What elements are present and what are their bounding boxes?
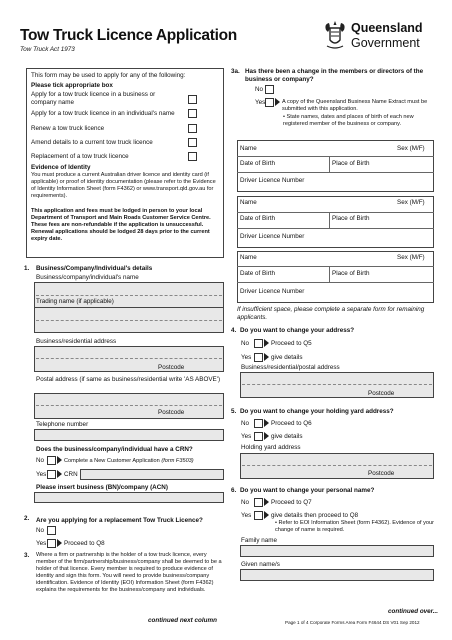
q2-yes-checkbox[interactable] xyxy=(47,539,56,548)
q5-yes-checkbox[interactable] xyxy=(254,432,263,441)
continued-over: continued over... xyxy=(388,608,439,615)
q1-crn-no-checkbox[interactable] xyxy=(47,456,56,465)
arrow-icon xyxy=(57,470,62,478)
q3a-yes-checkbox[interactable] xyxy=(265,98,274,107)
q6-given-field[interactable] xyxy=(240,569,434,581)
q4-no-checkbox[interactable] xyxy=(254,339,263,348)
page-title: Tow Truck Licence Application xyxy=(20,27,237,44)
q1-number: 1. xyxy=(24,265,30,272)
evidence-text: You must produce a current Australian driver licence and identity card (if applicable) or proof of identity documentation (please refer to the Evidence of Identity Information Sheet (form F4362) or www.transport.qld.gov.au for requirements). xyxy=(31,172,216,199)
member1-dl-label: Driver Licence Number xyxy=(240,177,305,184)
member2-name-label: Name xyxy=(240,199,257,206)
q5-no-text: Proceed to Q6 xyxy=(271,420,312,427)
q1-crn-no-text xyxy=(64,458,194,465)
arrow-icon xyxy=(57,539,62,547)
queensland-crest-logo xyxy=(322,20,348,50)
q3a-bullet: • State names, dates and places of birth of each new registered member of the business or company. xyxy=(283,114,433,128)
q6-yes-checkbox[interactable] xyxy=(254,511,263,520)
arrow-icon xyxy=(264,339,269,347)
arrow-icon xyxy=(264,353,269,361)
q3a-no-checkbox[interactable] xyxy=(265,85,274,94)
member2-sex-label: Sex (M/F) xyxy=(397,199,425,206)
arrow-icon xyxy=(275,98,280,106)
q4-no-text: Proceed to Q5 xyxy=(271,340,312,347)
page-subtitle: Tow Truck Act 1973 xyxy=(20,46,75,53)
q6-no-text: Proceed to Q7 xyxy=(271,499,312,506)
q6-given-label: Given name/s xyxy=(241,561,280,568)
q5-address-field[interactable] xyxy=(240,453,434,479)
arrow-icon xyxy=(264,511,269,519)
option-business-checkbox[interactable] xyxy=(188,95,197,104)
q4-yes-text: give details xyxy=(271,354,303,361)
q6-title: Do you want to change your personal name? xyxy=(240,487,375,494)
q6-yes-text: give details then proceed to Q8 xyxy=(271,512,359,519)
q1-crn-field[interactable] xyxy=(80,469,224,480)
q1-postal-field[interactable] xyxy=(34,393,224,419)
q3a-yes-text: A copy of the Queensland Business Name Extract must be submitted with this application. xyxy=(282,99,428,112)
q1-address-field[interactable] xyxy=(34,346,224,372)
q1-title: Business/Company/Individual's details xyxy=(36,265,153,272)
member2-dl-label: Driver Licence Number xyxy=(240,233,305,240)
q6-yes-label: Yes xyxy=(241,512,252,519)
option-amend-checkbox[interactable] xyxy=(188,138,197,147)
member3-dl-label: Driver Licence Number xyxy=(240,288,305,295)
option-renew-label: Renew a tow truck licence xyxy=(31,125,105,132)
q5-title: Do you want to change your holding yard address? xyxy=(240,408,394,415)
q3a-yes-label: Yes xyxy=(255,99,266,106)
q3a-title: Has there been a change in the members or directors of the business or company? xyxy=(245,68,424,83)
q3-continued: continued next column xyxy=(148,617,217,624)
q4-postcode-label: Postcode xyxy=(368,390,395,397)
arrow-icon xyxy=(264,419,269,427)
q6-family-label: Family name xyxy=(241,537,278,544)
q2-number: 2. xyxy=(24,515,30,522)
member3-name-label: Name xyxy=(240,254,257,261)
q6-no-label: No xyxy=(241,499,250,506)
q1-trading-label: Trading name (if applicable) xyxy=(36,298,114,305)
q1-crn-no-instruction: Complete a New Customer Application xyxy=(64,458,160,464)
member1-pob-label: Place of Birth xyxy=(332,160,370,167)
member3-sex-label: Sex (M/F) xyxy=(397,254,425,261)
option-renew-checkbox[interactable] xyxy=(188,124,197,133)
arrow-icon xyxy=(264,432,269,440)
q1-phone-field[interactable] xyxy=(34,429,224,441)
q6-bullet: • Refer to EOI Information Sheet (form F4362). Evidence of your change of name is required. xyxy=(275,520,435,534)
q1-crn-no-label: No xyxy=(36,457,45,464)
q2-no-checkbox[interactable] xyxy=(47,526,56,535)
q5-address-label: Holding yard address xyxy=(241,444,301,451)
q1-address-label: Business/residential address xyxy=(36,338,117,345)
evidence-heading: Evidence of Identity xyxy=(31,164,91,171)
q2-yes-text: Proceed to Q8 xyxy=(64,540,105,547)
q5-yes-text: give details xyxy=(271,433,303,440)
option-business-label: Apply for a tow truck licence in a business or company name xyxy=(31,91,156,106)
q3a-insufficient-note: If insufficient space, please complete a separate form for remaining applicants. xyxy=(237,306,425,321)
q5-no-label: No xyxy=(241,420,250,427)
q3a-number: 3a. xyxy=(231,68,240,75)
tick-heading: Please tick appropriate box xyxy=(31,82,113,89)
q2-title: Are you applying for a replacement Tow Truck Licence? xyxy=(36,517,203,524)
member3-dob-label: Date of Birth xyxy=(240,270,275,277)
q5-postcode-label: Postcode xyxy=(368,470,395,477)
q4-address-label: Business/residential/postal address xyxy=(241,364,340,371)
member2-dob-label: Date of Birth xyxy=(240,215,275,222)
q1-postcode1-label: Postcode xyxy=(158,364,185,371)
option-replace-checkbox[interactable] xyxy=(188,152,197,161)
option-replace-label: Replacement of a tow truck licence xyxy=(31,153,129,160)
member2-pob-label: Place of Birth xyxy=(332,215,370,222)
q3-text: Where a firm or partnership is the holder of a tow truck licence, every member of the firm/partnership/business/company shall be deemed to be a holder of that licence. Every member is required to produce evidence of identity and sign this form. You will need to provide business/company identification. Evidence of Identity (EOI) Information Sheet (form F4362) explains the requirements for the business/company and individuals. xyxy=(36,552,222,593)
gov-name-line1: Queensland xyxy=(351,21,423,35)
q1-postal-label: Postal address (if same as business/residential write 'AS ABOVE') xyxy=(36,376,221,383)
gov-name-line2: Government xyxy=(351,36,420,50)
q3a-no-label: No xyxy=(255,86,264,93)
q1-bn-label: Please insert business (BN)/company (ACN) xyxy=(36,484,168,491)
q1-phone-label: Telephone number xyxy=(36,421,89,428)
q3-number: 3. xyxy=(24,552,30,559)
lodge-text: This application and fees must be lodged in person to your local Department of Transport and Main Roads Customer Service Centre. These fees are non-refundable if the application is unsuccessful. Renewal applications should be lodged 28 days prior to the current expiry date. xyxy=(31,208,211,242)
q6-number: 6. xyxy=(231,487,237,494)
q5-yes-label: Yes xyxy=(241,433,252,440)
member1-sex-label: Sex (M/F) xyxy=(397,145,425,152)
q1-name-label: Business/company/individual's name xyxy=(36,274,139,281)
q1-bn-field[interactable] xyxy=(34,492,224,503)
arrow-icon xyxy=(57,456,62,464)
q4-title: Do you want to change your address? xyxy=(240,327,355,334)
member3-pob-label: Place of Birth xyxy=(332,270,370,277)
q1-crn-yes-checkbox[interactable] xyxy=(47,470,56,479)
intro-lead: This form may be used to apply for any of the following: xyxy=(31,72,186,79)
q4-number: 4. xyxy=(231,327,237,334)
q4-yes-label: Yes xyxy=(241,354,252,361)
member1-dob-label: Date of Birth xyxy=(240,160,275,167)
q2-no-label: No xyxy=(36,527,45,534)
q4-no-label: No xyxy=(241,340,250,347)
q6-family-field[interactable] xyxy=(240,545,434,557)
option-amend-label: Amend details to a current tow truck licence xyxy=(31,139,153,146)
q1-crn-question: Does the business/company/individual have a CRN? xyxy=(36,446,193,453)
option-individual-checkbox[interactable] xyxy=(188,109,197,118)
q4-yes-checkbox[interactable] xyxy=(254,353,263,362)
page-info: Page 1 of 4 Corporate Forms Area Form F4644 DS V01 Sep 2012 xyxy=(285,620,420,625)
arrow-icon xyxy=(264,498,269,506)
q1-crn-no-form: (form F3503) xyxy=(161,458,194,464)
q2-yes-label: Yes xyxy=(36,540,47,547)
q5-number: 5. xyxy=(231,408,237,415)
q1-crn-label: CRN xyxy=(64,471,78,478)
member1-name-label: Name xyxy=(240,145,257,152)
option-individual-label: Apply for a tow truck licence in an individual's name xyxy=(31,110,175,117)
q4-address-field[interactable] xyxy=(240,372,434,398)
q6-no-checkbox[interactable] xyxy=(254,498,263,507)
q1-crn-yes-label: Yes xyxy=(36,471,47,478)
q5-no-checkbox[interactable] xyxy=(254,419,263,428)
q1-postcode2-label: Postcode xyxy=(158,409,185,416)
